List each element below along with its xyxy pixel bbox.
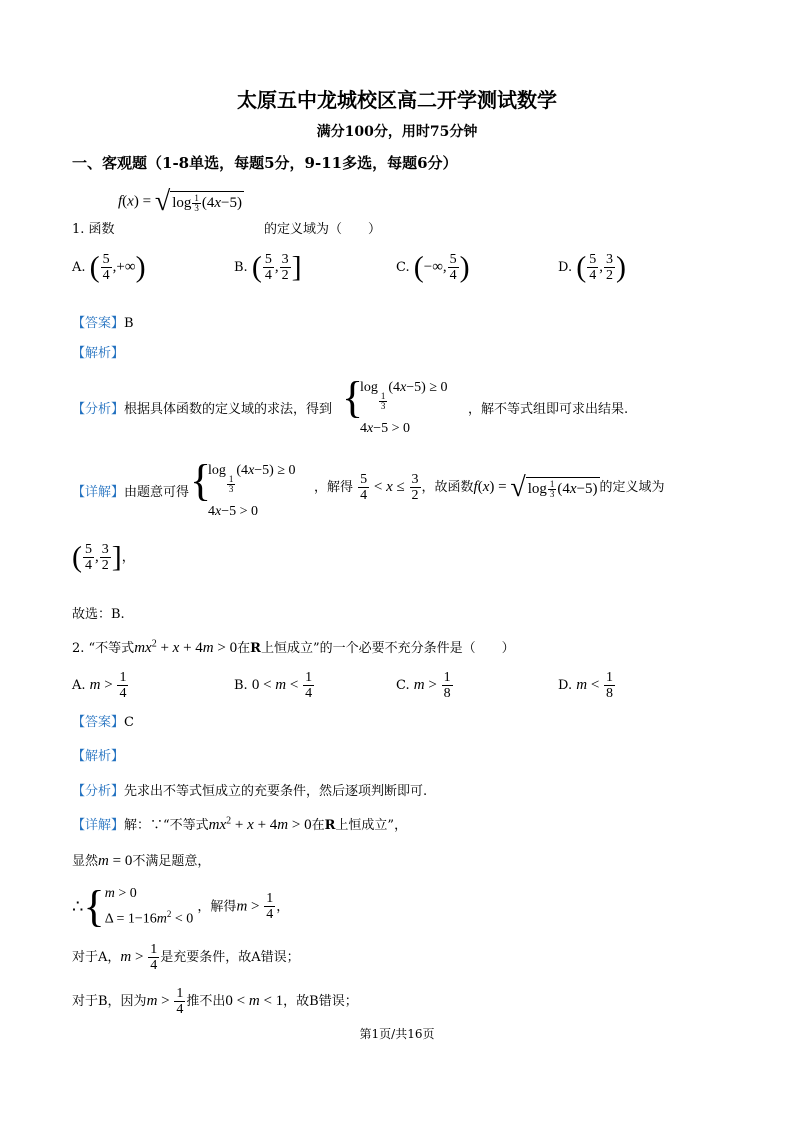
q1-function-formula: f(x) = √ log $\frac{1}{3}$ (4 x −5) xyxy=(118,186,242,217)
page-subtitle: 满分100分，用时75分钟 xyxy=(316,124,478,140)
q1-option-c: C. (−∞, $\frac{5}{4}$ ) xyxy=(396,250,470,284)
q2-for-a: 对于A，m > $\frac{1}{4}$ 是充要条件，故A错误； xyxy=(72,942,300,973)
q2-option-b: B. 0 < m < $\frac{1}{4}$ xyxy=(234,670,313,701)
q1-analysis-label: 【解析】 xyxy=(72,346,125,361)
page-footer: 第1页/共16页 xyxy=(359,1027,435,1041)
q1-option-d: D. ( $\frac{5}{4}$ , $\frac{3}{2}$ ) xyxy=(558,250,626,284)
q2-analysis-label: 【解析】 xyxy=(72,749,125,764)
q2-answer: 【答案】C xyxy=(72,715,134,730)
q2-fenxi: 【分析】先求出不等式恒成立的充要条件，然后逐项判断即可. xyxy=(72,784,428,799)
q2-for-b: 对于B，因为m > $\frac{1}{4}$ 推不出0 < m < 1，故B错误； xyxy=(72,986,358,1017)
q1-detail: 【详解】由题意可得 xyxy=(72,485,190,500)
q1-domain-result: ( $\frac{5}{4}$ , $\frac{3}{2}$ ]， xyxy=(72,540,135,574)
q2-system: ∴{ m > 0 $\Delta = 1-16m^2 < 0$ ，解得m > $\frac{1}{4}$ ， xyxy=(72,881,290,931)
q2-option-a: A. m > $\frac{1}{4}$ xyxy=(72,670,127,701)
q2-option-c: C. m > $\frac{1}{8}$ xyxy=(396,670,451,701)
q1-option-b: B. ( $\frac{5}{4}$ , $\frac{3}{2}$ ] xyxy=(234,250,302,284)
q1-option-a: A. ( $\frac{5}{4}$ ,+∞) xyxy=(72,250,146,284)
q2-option-d: D. m < $\frac{1}{8}$ xyxy=(558,670,614,701)
q1-fenxi-system: { log $\frac{1}{3}$ (4x−5) ≥ 0 4x−5 > 0 xyxy=(342,373,448,436)
q1-detail-result: ，解得 $\frac{5}{4}$ < x ≤ $\frac{3}{2}$ ，故函数f(x) = √ log $\frac{1}{3}$ (4 x −5) 的定义域为 xyxy=(314,471,665,503)
section-heading: 一、客观题（1-8单选，每题5分，9-11多选，每题6分） xyxy=(72,154,458,172)
q1-stem-tail: 的定义域为（ ） xyxy=(264,222,382,237)
q1-detail-system: { log $\frac{1}{3}$ (4x−5) ≥ 0 4x−5 > 0 xyxy=(190,456,296,519)
page-title: 太原五中龙城校区高二开学测试数学 xyxy=(237,88,557,112)
q1-choose: 故选：B. xyxy=(72,607,125,622)
q2-detail: 【详解】解：∵“不等式$mx^2 + x + 4m > 0$在R上恒成立”， xyxy=(72,815,408,833)
q1-fenxi: 【分析】根据具体函数的定义域的求法，得到 xyxy=(72,402,333,417)
q1-answer: 【答案】B xyxy=(72,316,134,331)
q1-fenxi-tail: ，解不等式组即可求出结果. xyxy=(468,402,629,417)
q2-obvious: 显然m = 0不满足题意， xyxy=(72,853,211,869)
q1-stem: 1. 函数 xyxy=(72,222,115,237)
q2-stem: 2. “不等式$mx^2 + x + 4m > 0$在R上恒成立”的一个必要不充分条件是（ ） xyxy=(72,638,515,656)
